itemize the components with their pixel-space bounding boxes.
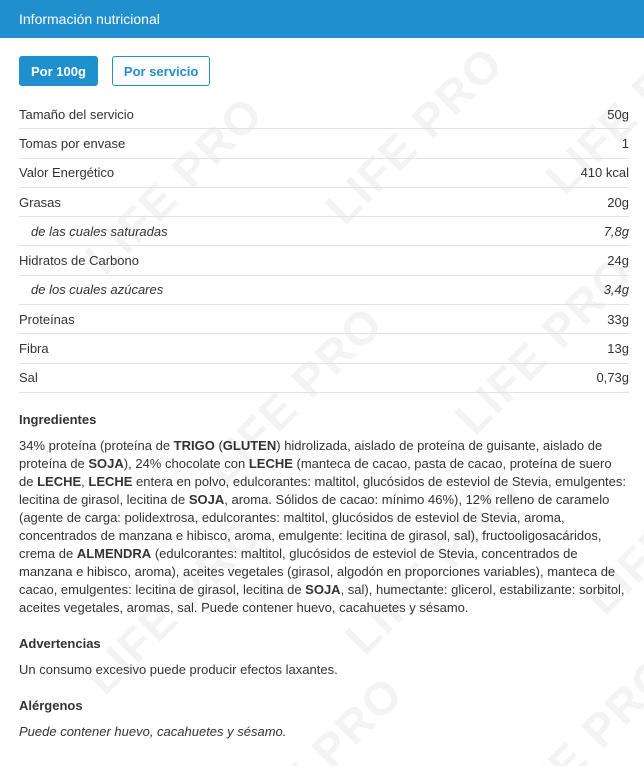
- allergen-highlight: TRIGO: [173, 437, 215, 453]
- nutrient-value: 20g: [607, 194, 629, 210]
- nutrient-value: 13g: [607, 341, 629, 357]
- ingredient-fragment: ), 24% chocolate con: [123, 455, 249, 471]
- ingredient-fragment: (manteca de cacao, pasta de cacao, proteína de suero de: [19, 455, 612, 489]
- allergen-highlight: SOJA: [88, 455, 124, 471]
- allergens-title: Alérgenos: [19, 697, 83, 713]
- ingredient-fragment: 34% proteína (proteína de: [19, 437, 174, 453]
- ingredient-fragment: ,: [81, 473, 89, 489]
- ingredient-fragment: (: [214, 437, 223, 453]
- ingredient-fragment: , aroma. Sólidos de cacao: mínimo 46%), 12% relleno de caramelo (agente de carga: polidextrosa, edulcorantes: maltitol, glucósidos de esteviol de Stevia, aroma, concentrados de manzana e hibisco, aroma, emulgente: lecitina de girasol, sal), fructooligosacáridos, crema de: [19, 491, 610, 561]
- allergen-highlight: SOJA: [188, 491, 225, 507]
- nutrient-name: Proteínas: [19, 311, 75, 327]
- nutrient-name: Valor Energético: [19, 165, 115, 181]
- nutrient-name: Sal: [19, 370, 38, 386]
- unit-tabs: [19, 38, 629, 88]
- ingredients-text: [19, 437, 629, 617]
- nutrition-row: [19, 246, 629, 275]
- nutrient-name: Tomas por envase: [19, 135, 126, 151]
- warnings-title: Advertencias: [19, 635, 101, 651]
- allergen-highlight: SOJA: [305, 581, 341, 597]
- ingredient-fragment: ) hidrolizada, aislado de proteína de guisante, aislado de proteína de: [19, 437, 603, 471]
- nutrient-value: 410 kcal: [580, 165, 629, 181]
- nutrition-row: [19, 276, 629, 305]
- nutrient-value: 3,4g: [603, 282, 629, 298]
- nutrient-name: Fibra: [19, 341, 49, 357]
- ingredient-fragment: , sal), humectante: glicerol, estabilizante: sorbitol, aceites vegetales, aromas, sal. Puede contener huevo, cacahuetes y sésamo.: [19, 581, 625, 615]
- nutrient-name: de las cuales saturadas: [31, 223, 168, 239]
- panel-header: [0, 0, 644, 38]
- allergen-highlight: LECHE: [248, 455, 293, 471]
- ingredient-fragment: entera en polvo, edulcorantes: maltitol, glucósidos de esteviol de Stevia, emulgentes: lecitina de girasol, lecitina de: [19, 473, 627, 507]
- allergen-highlight: LECHE: [88, 473, 133, 489]
- allergen-highlight: GLUTEN: [222, 437, 277, 453]
- nutrition-row: [19, 217, 629, 246]
- allergen-highlight: LECHE: [37, 473, 82, 489]
- allergens-text: Puede contener huevo, cacahuetes y sésamo.: [19, 723, 287, 739]
- nutrition-row: [19, 159, 629, 188]
- tab-per-100g[interactable]: Por 100g: [19, 56, 98, 86]
- nutrient-name: Grasas: [19, 194, 61, 210]
- allergen-highlight: ALMENDRA: [76, 545, 152, 561]
- panel-content: [0, 38, 644, 741]
- warnings-text: Un consumo excesivo puede producir efectos laxantes.: [19, 661, 338, 677]
- ingredients-title: Ingredientes: [19, 411, 97, 427]
- nutrient-value: 50g: [607, 106, 629, 122]
- nutrient-value: 0,73g: [596, 370, 629, 386]
- nutrient-value: 7,8g: [603, 223, 629, 239]
- nutrition-row: [19, 334, 629, 363]
- nutrition-row: [19, 305, 629, 334]
- nutrient-name: Tamaño del servicio: [19, 106, 134, 122]
- nutrient-value: 33g: [607, 311, 629, 327]
- tab-per-serving[interactable]: Por servicio: [112, 56, 210, 86]
- nutrition-row: [19, 129, 629, 158]
- panel-title: Información nutricional: [19, 11, 160, 27]
- nutrition-row: [19, 364, 629, 393]
- nutrition-row: [19, 100, 629, 129]
- nutrient-name: de los cuales azúcares: [31, 282, 164, 298]
- nutrition-table: [19, 100, 629, 393]
- nutrient-value: 1: [621, 135, 629, 151]
- nutrition-row: [19, 188, 629, 217]
- ingredient-fragment: (edulcorantes: maltitol, glucósidos de esteviol de Stevia, concentrados de manzana e hibisco, aroma), aceites vegetales (girasol, algodón en proporciones variables), manteca de cacao, emulgentes: lecitina de girasol, lecitina de: [19, 545, 616, 597]
- nutrient-value: 24g: [607, 253, 629, 269]
- nutrient-name: Hidratos de Carbono: [19, 253, 139, 269]
